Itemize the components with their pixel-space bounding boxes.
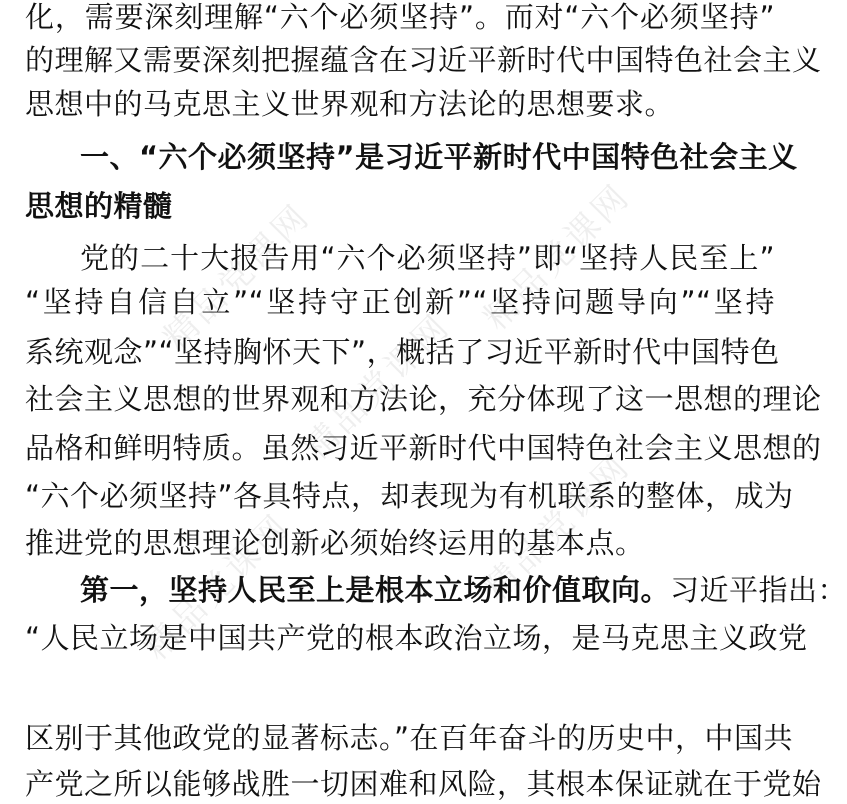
watermark: 精品党课网 xyxy=(296,305,459,469)
body-text-line: 思想中的马克思主义世界观和方法论的思想要求。 xyxy=(25,87,675,121)
body-text-line: 党的二十大报告用“六个必须坚持”即“坚持人民至上” xyxy=(80,241,775,275)
body-text-line: 产党之所以能够战胜一切困难和风险，其根本保证就在于党始 xyxy=(25,767,822,801)
body-text-line: 推进党的思想理论创新必须始终运用的基本点。 xyxy=(25,526,645,560)
body-text-line: 品格和鲜明特质。虽然习近平新时代中国特色社会主义思想的 xyxy=(25,431,822,465)
watermark: 精品党课网 xyxy=(156,195,319,359)
body-text-line: 社会主义思想的世界观和方法论，充分体现了这一思想的理论 xyxy=(25,382,822,416)
section-heading: 思想的精髓 xyxy=(25,189,173,223)
body-text-line: “坚持自信自立”“坚持守正创新”“坚持问题导向”“坚持 xyxy=(25,285,775,319)
section-heading: 一、“六个必须坚持”是习近平新时代中国特色社会主义 xyxy=(80,140,798,174)
body-text-line: 系统观念”“坚持胸怀天下”，概括了习近平新时代中国特色 xyxy=(25,335,780,369)
body-text-line xyxy=(80,570,847,610)
body-text-line: “六个必须坚持”各具特点，却表现为有机联系的整体，成为 xyxy=(25,479,794,513)
bold-lead-sentence: 第一，坚持人民至上是根本立场和价值取向。 xyxy=(80,573,671,607)
watermark: 精品党课网 xyxy=(476,445,639,609)
watermark: 精品党课网 xyxy=(476,175,639,339)
body-text-line: “人民立场是中国共产党的根本政治立场，是马克思主义政党 xyxy=(25,621,808,655)
body-text-line: 化，需要深刻理解“六个必须坚持”。而对“六个必须坚持” xyxy=(25,0,775,34)
body-text-line: 区别于其他政党的显著标志。”在百年奋斗的历史中，中国共 xyxy=(25,721,794,755)
body-text-line: 的理解又需要深刻把握蕴含在习近平新时代中国特色社会主义 xyxy=(25,43,822,77)
body-text-fragment: 习近平指出： xyxy=(670,573,847,607)
watermark: 精品党课网 xyxy=(136,505,299,669)
